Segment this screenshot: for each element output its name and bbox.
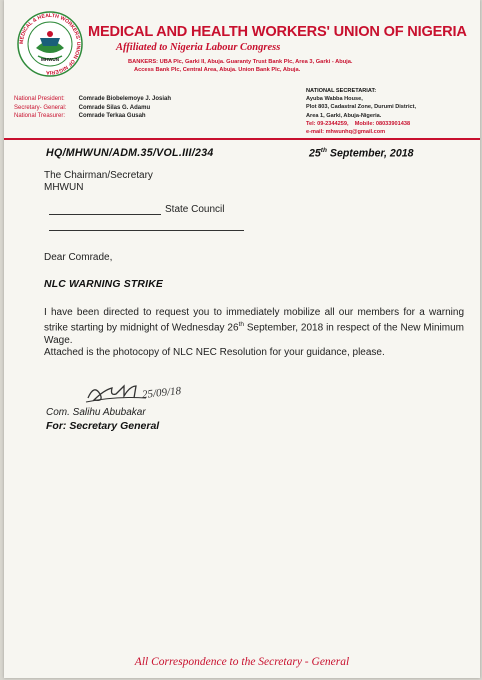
officer-name: Comrade Terkaa Gusah — [78, 113, 146, 120]
para1-text-b: September, 2018 in respect of the New Minimum Wage. — [44, 322, 464, 346]
officers-block — [14, 95, 171, 121]
blank-state-line — [49, 214, 161, 215]
body-paragraph — [44, 307, 464, 347]
para1-superscript: th — [238, 321, 244, 329]
logo-ring-text: MEDICAL & HEALTH WORKERS' UNION OF NIGERIA — [18, 12, 82, 76]
secretariat-line: Plot 803, Cadastral Zone, Durumi District, — [306, 104, 417, 111]
state-council-label: State Council — [165, 204, 225, 215]
letter-page — [4, 0, 480, 678]
blank-address-line — [49, 230, 244, 231]
salutation: Dear Comrade, — [44, 252, 113, 263]
secretariat-heading: NATIONAL SECRETARIAT: — [306, 88, 377, 94]
secretariat-email: e-mail: mhwunhq@gmail.com — [306, 129, 386, 136]
addressee-line: MHWUN — [44, 182, 84, 193]
signature-date: 25/09/18 — [141, 384, 182, 402]
secretariat-block — [306, 87, 416, 136]
officer-row — [14, 95, 171, 104]
organization-title: MEDICAL AND HEALTH WORKERS' UNION OF NIGERIA — [88, 24, 467, 40]
letter-reference: HQ/MHWUN/ADM.35/VOL.III/234 — [46, 147, 214, 159]
date-day: 25 — [309, 147, 321, 160]
officer-name: Comrade Biobelemoye J. Josiah — [78, 96, 172, 102]
date-rest: September, 2018 — [326, 147, 414, 160]
secretariat-line: Ayuba Wabba House, — [306, 96, 363, 103]
officer-role: National President: — [14, 96, 65, 102]
bankers-line-2: Access Bank Plc, Central Area, Abuja. Union Bank Plc, Abuja. — [134, 67, 301, 73]
signatory-name: Com. Salihu Abubakar — [46, 407, 146, 418]
officer-name: Comrade Silas G. Adamu — [78, 104, 151, 111]
bankers-block — [128, 58, 478, 74]
bankers-line-1: BANKERS: UBA Plc, Garki II, Abuja. Guaranty Trust Bank Plc, Area 3, Garki - Abuja. — [128, 59, 353, 65]
body-paragraph: Attached is the photocopy of NLC NEC Resolution for your guidance, please. — [44, 347, 385, 358]
officer-row — [14, 112, 171, 121]
para1-text-a: I have been directed to request you to immediately mobilize all our members for a warning strike starting by midnight of Wednesday 26 — [44, 307, 464, 334]
date-suffix: th — [320, 147, 327, 154]
addressee-block — [44, 170, 153, 194]
affiliation-line: Affiliated to Nigeria Labour Congress — [116, 42, 281, 53]
letter-footer: All Correspondence to the Secretary - General — [134, 656, 350, 668]
addressee-line: The Chairman/Secretary — [44, 170, 153, 181]
logo-caption: MHWUN — [40, 57, 60, 62]
signatory-title: For: Secretary General — [46, 420, 160, 432]
letter-date — [309, 147, 414, 160]
officer-role: National Treasurer: — [14, 113, 66, 120]
officer-row — [14, 104, 171, 113]
letter-subject: NLC WARNING STRIKE — [44, 279, 164, 290]
header-divider — [4, 138, 480, 140]
officer-role: Secretary- General: — [14, 104, 67, 111]
secretariat-line: Area 1, Garki, Abuja-Nigeria. — [306, 112, 382, 119]
union-logo — [16, 4, 84, 80]
secretariat-phone: Tel: 09-2344259, Mobile: 08033901438 — [306, 120, 411, 127]
